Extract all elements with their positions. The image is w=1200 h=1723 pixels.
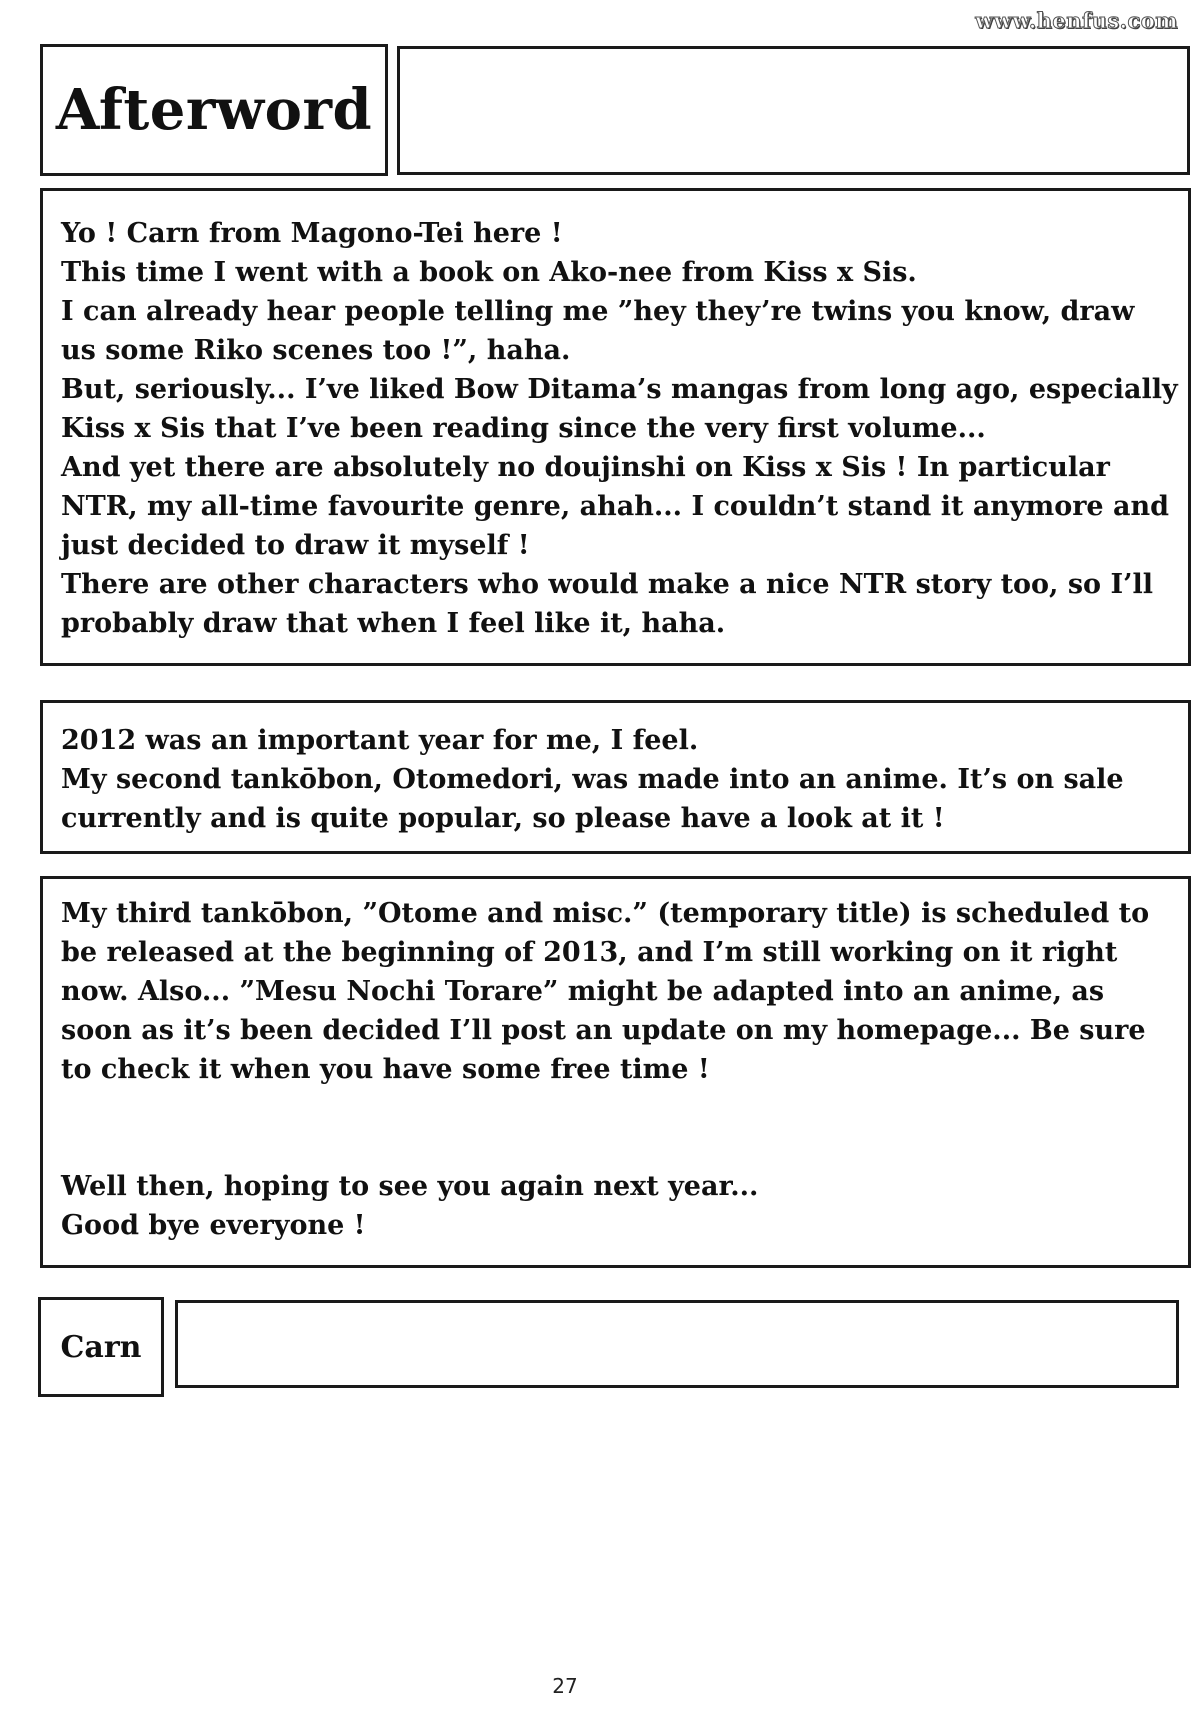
text-line: Good bye everyone ! [61, 1210, 366, 1241]
text-line: My second tankōbon, Otomedori, was made into an anime. It’s on sale [61, 764, 1124, 795]
text-line: There are other characters who would make a nice NTR story too, so I’ll [61, 569, 1154, 600]
text-line: My third tankōbon, ”Otome and misc.” (temporary title) is scheduled to [61, 898, 1150, 929]
paragraph-spacer [61, 1089, 1188, 1167]
year-paragraph [61, 721, 1188, 838]
text-line: currently and is quite popular, so please have a look at it ! [61, 803, 945, 834]
page-title: Afterword [55, 77, 373, 143]
text-line: This time I went with a book on Ako-nee from Kiss x Sis. [61, 257, 917, 288]
signature-empty-panel [175, 1300, 1179, 1388]
text-line: soon as it’s been decided I’ll post an update on my homepage... Be sure [61, 1015, 1146, 1046]
page-number: 27 [552, 1674, 578, 1698]
news-paragraph [61, 894, 1188, 1089]
title-box [40, 44, 388, 176]
text-line: us some Riko scenes too !”, haha. [61, 335, 571, 366]
text-line: And yet there are absolutely no doujinshi on Kiss x Sis ! In particular [61, 452, 1110, 483]
signature-box [38, 1297, 164, 1397]
text-line: Well then, hoping to see you again next year... [61, 1171, 759, 1202]
news-text-box [40, 876, 1191, 1268]
intro-text-box [40, 188, 1191, 666]
text-line: 2012 was an important year for me, I feel. [61, 725, 699, 756]
year-text-box [40, 700, 1191, 854]
text-line: I can already hear people telling me ”hey they’re twins you know, draw [61, 296, 1135, 327]
text-line: But, seriously... I’ve liked Bow Ditama’s mangas from long ago, especially [61, 374, 1178, 405]
watermark-text: www.henfus.com [975, 8, 1178, 33]
text-line: be released at the beginning of 2013, and I’m still working on it right [61, 937, 1118, 968]
text-line: probably draw that when I feel like it, haha. [61, 608, 726, 639]
farewell-paragraph [61, 1167, 1188, 1245]
title-empty-panel [397, 46, 1190, 175]
text-line: to check it when you have some free time ! [61, 1054, 710, 1085]
text-line: Yo ! Carn from Magono-Tei here ! [61, 218, 563, 249]
signature: Carn [60, 1329, 142, 1365]
text-line: just decided to draw it myself ! [61, 530, 530, 561]
text-line: Kiss x Sis that I’ve been reading since the very first volume... [61, 413, 986, 444]
intro-paragraph [61, 214, 1188, 643]
text-line: now. Also... ”Mesu Nochi Torare” might be adapted into an anime, as [61, 976, 1105, 1007]
text-line: NTR, my all-time favourite genre, ahah... I couldn’t stand it anymore and [61, 491, 1170, 522]
